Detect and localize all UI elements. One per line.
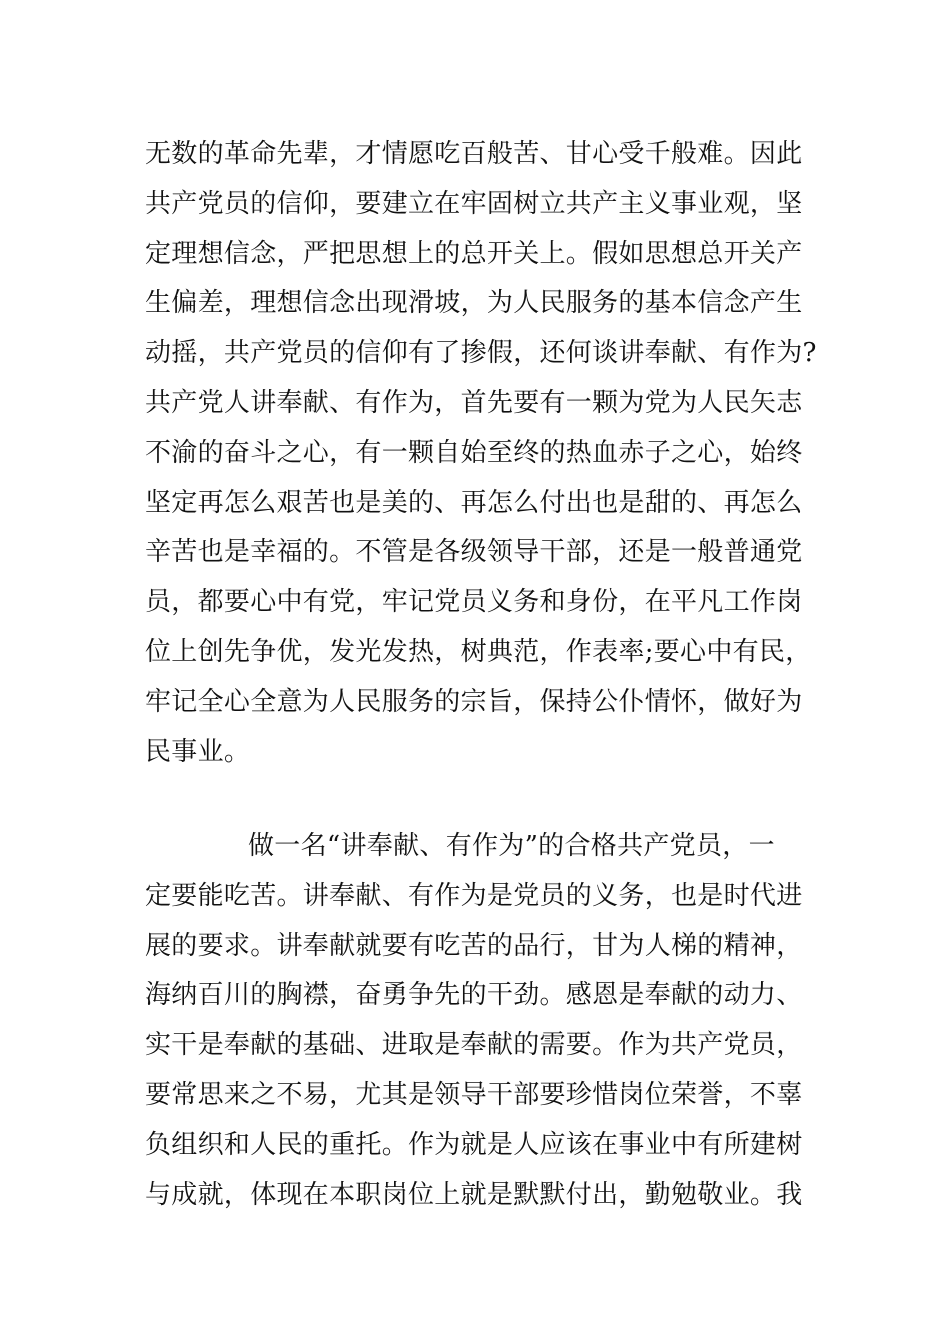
- text-line: 动摇，共产党员的信仰有了掺假，还何谈讲奉献、有作为?: [145, 338, 817, 369]
- text-line: 展的要求。讲奉献就要有吃苦的品行，甘为人梯的精神，: [145, 930, 803, 961]
- paragraph-2: [145, 822, 825, 1220]
- text-line: 共产党人讲奉献、有作为，首先要有一颗为党为人民矢志: [145, 387, 803, 418]
- text-line: 定要能吃苦。讲奉献、有作为是党员的义务，也是时代进: [145, 880, 803, 911]
- text-line: 坚定再怎么艰苦也是美的、再怎么付出也是甜的、再怎么: [145, 487, 803, 518]
- text-line: 生偏差，理想信念出现滑坡，为人民服务的基本信念产生: [145, 288, 803, 319]
- text-line: 共产党员的信仰，要建立在牢固树立共产主义事业观，坚: [145, 188, 803, 219]
- text-line: 负组织和人民的重托。作为就是人应该在事业中有所建树: [145, 1129, 803, 1160]
- text-line: 实干是奉献的基础、进取是奉献的需要。作为共产党员，: [145, 1030, 803, 1061]
- text-line: 与成就，体现在本职岗位上就是默默付出，勤勉敬业。我: [145, 1179, 803, 1210]
- text-line: 定理想信念，严把思想上的总开关上。假如思想总开关产: [145, 238, 803, 269]
- paragraph-1: [145, 130, 825, 777]
- text-line: 不渝的奋斗之心，有一颗自始至终的热血赤子之心，始终: [145, 437, 803, 468]
- text-line: 无数的革命先辈，才情愿吃百般苦、甘心受千般难。因此: [145, 139, 803, 169]
- text-line: 海纳百川的胸襟，奋勇争先的干劲。感恩是奉献的动力、: [145, 980, 803, 1011]
- text-line: 牢记全心全意为人民服务的宗旨，保持公仆情怀，做好为: [145, 686, 803, 717]
- text-line: 民事业。: [145, 736, 251, 767]
- text-line: 辛苦也是幸福的。不管是各级领导干部，还是一般普通党: [145, 537, 803, 568]
- text-line: 位上创先争优，发光发热，树典范，作表率;要心中有民，: [145, 636, 812, 667]
- text-line-indented: 做一名“讲奉献、有作为”的合格共产党员，一: [248, 831, 775, 861]
- text-line: 员，都要心中有党，牢记党员义务和身份，在平凡工作岗: [145, 587, 803, 618]
- text-line: 要常思来之不易，尤其是领导干部要珍惜岗位荣誉，不辜: [145, 1079, 803, 1110]
